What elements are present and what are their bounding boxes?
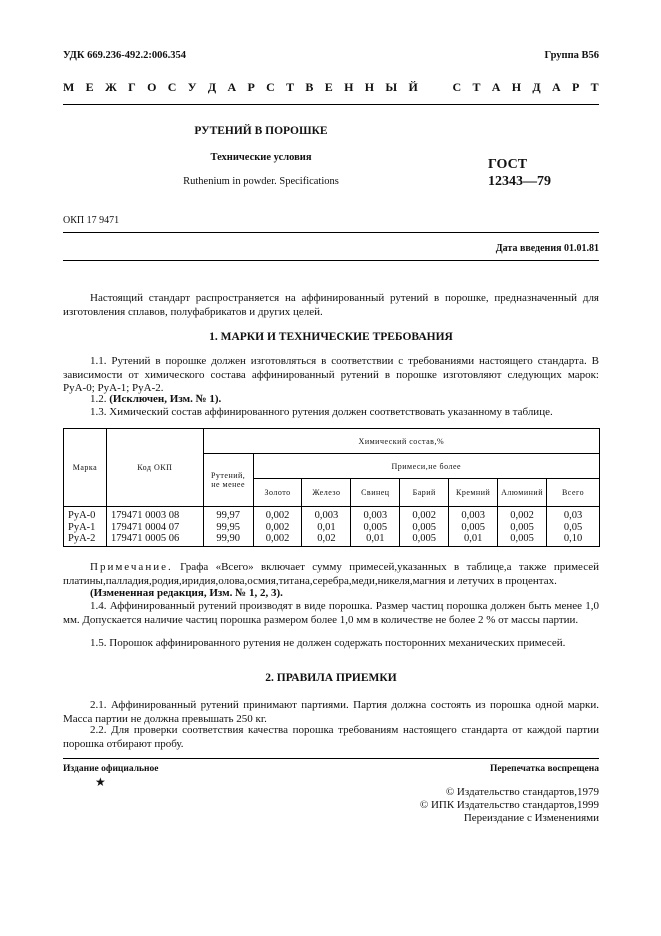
intro-date-value: 01.01.81 [564,243,599,254]
gost-designation [488,156,578,190]
cell-ruthenium: 99,90 [216,533,240,544]
banner-letter: Г [128,80,136,94]
banner-letter: Т [472,80,481,94]
header-impurities: Примеси,не более [253,454,599,479]
cell-mark: РуА-1 [68,521,96,533]
section-1-heading: 1. МАРКИ И ТЕХНИЧЕСКИЕ ТРЕБОВАНИЯ [209,331,453,343]
table-body [64,507,600,547]
footer-rule [63,758,599,759]
para-1-2-number: 1.2. [90,393,107,405]
okp-code: ОКП 17 9471 [63,215,120,226]
header-mark: Марка [64,429,107,507]
banner-letter: Т [286,80,295,94]
cell-impurity: 0,005 [412,533,437,544]
publisher-1979: © Издательство стандартов,1979 [445,786,599,798]
chemical-composition-table [63,428,600,547]
cell-impurity: 0,005 [461,521,485,533]
gost-number: 12343—79 [488,174,551,189]
cell-impurity: 0,05 [563,521,583,533]
banner-letter: Е [324,80,333,94]
banner-letter: С [452,80,462,94]
okp-rule [63,232,599,233]
cell-okp: 179471 0003 08 [110,510,180,521]
publisher-1999: © ИПК Издательство стандартов,1999 [419,799,599,811]
banner-letter: Ы [385,80,398,94]
table-note [63,561,599,588]
cell-impurity: 0,002 [265,510,290,521]
banner-letter: Т [590,80,599,94]
cell-impurity: 0,003 [363,510,388,521]
star-icon: ★ [95,775,106,789]
banner-letter: С [167,80,177,94]
reissue-note: Переиздание с Изменениями [463,812,599,824]
banner-letter: Р [247,80,255,94]
para-1-1: 1.1. Рутений в порошке должен изготовляться в соответствии с требованиями настоящего стандарта. В зависимости от химического состава аффинированный рутений в порошке изготовляют следующих марок: РуА-0; РуА-1; РуА-2. [63,355,599,394]
cell-mark: РуА-2 [68,533,96,544]
para-1-3: 1.3. Химический состав аффинированного рутения должен соответствовать указанному в таблице. [90,406,553,418]
banner-letter [429,80,441,95]
para-2-1: 2.1. Аффинированный рутений принимают партиями. Партия должна состоять из порошка одной марки. Масса партии не должна превышать 250 кг. [63,699,599,725]
document-subtitle: Технические условия [210,152,312,163]
cell-impurity: 0,003 [461,510,485,521]
cell-impurity: 0,002 [510,510,534,521]
document-title: РУТЕНИЙ В ПОРОШКЕ [194,125,328,137]
cell-impurity: 0,02 [317,533,336,544]
banner-letter: Н [364,80,375,94]
banner-letter: М [63,80,75,94]
gost-label: ГОСТ [488,157,528,172]
cell-impurity: 0,002 [265,521,290,533]
cell-impurity: 0,002 [412,510,437,521]
cell-impurity: 0,10 [563,533,583,544]
header-okp: Код ОКП [106,429,203,507]
table-row [64,507,600,547]
para-1-5: 1.5. Порошок аффинированного рутения не должен содержать посторонних механических примесей. [90,637,566,649]
cell-impurity: 0,01 [317,521,336,533]
header-impurity-0: Золото [253,479,302,507]
header-ruthenium: Рутений, не менее [203,454,253,507]
banner-letter: Ж [104,80,117,94]
udk-code: УДК 669.236-492.2:006.354 [63,50,186,61]
para-1-2-text: (Исключен, Изм. № 1). [109,393,222,405]
cell-impurity: 0,01 [366,533,385,544]
banner-letter: У [187,80,197,94]
banner-letter: Р [571,80,580,94]
header-impurity-6: Всего [547,479,600,507]
para-1-2 [63,393,599,407]
header-impurity-1: Железо [302,479,351,507]
cell-mark: РуА-0 [68,510,96,521]
banner-letter: А [551,80,561,94]
date-rule [63,260,599,261]
banner-letter: Е [85,80,94,94]
note-label: Примечание. [90,561,173,573]
header-impurity-5: Алюминий [498,479,547,507]
banner-letter: О [147,80,157,94]
header-impurity-3: Барий [400,479,449,507]
header-impurity-2: Свинец [351,479,400,507]
banner-letter: С [266,80,275,94]
cell-impurity: 0,01 [463,533,483,544]
group-code: Группа В56 [544,50,599,61]
amendment-note: (Измененная редакция, Изм. № 1, 2, 3). [90,587,283,599]
cell-impurity: 0,005 [363,521,388,533]
intro-paragraph: Настоящий стандарт распространяется на аффинированный рутений в порошке, предназначенный для изготовления сплавов, полуфабрикатов и других целей. [63,292,599,318]
english-title: Ruthenium in powder. Specifications [183,176,339,187]
cell-impurity: 0,005 [510,533,534,544]
banner-letter: А [491,80,501,94]
note-text: Графа «Всего» включает сумму примесей,указанных в таблице,а также примесей платины,палладия,родия,иридия,олова,осмия,титана,серебра,меди,никеля,магния и летучих в процентах. [63,561,600,587]
banner-letter: Д [532,80,541,94]
banner-letter: Н [344,80,354,94]
cell-ruthenium: 99,97 [216,510,240,521]
cell-impurity: 0,03 [563,510,583,521]
banner-letter: В [305,80,314,94]
intro-date-label: Дата введения [495,243,562,254]
cell-impurity: 0,005 [412,521,437,533]
reprint-prohibited: Перепечатка воспрещена [489,764,599,774]
header-rule [63,104,599,105]
banner-letter: А [227,80,237,94]
header-impurity-4: Кремний [449,479,498,507]
cell-impurity: 0,005 [510,521,534,533]
header-chemical-composition: Химический состав,% [203,429,599,454]
cell-impurity: 0,002 [265,533,290,544]
cell-ruthenium: 99,95 [216,521,240,533]
section-2-heading: 2. ПРАВИЛА ПРИЕМКИ [265,672,397,684]
official-edition: Издание официальное [63,764,159,774]
cell-okp: 179471 0004 07 [110,521,180,533]
banner-letter: Й [408,80,418,94]
para-1-4: 1.4. Аффинированный рутений производят в виде порошка. Размер частиц порошка должен быть менее 1,0 мм. Допускается наличие частиц порошка размером более 1,0 мм в количестве не более 2 % от массы партии. [63,600,599,626]
intro-date [496,243,599,254]
para-2-2: 2.2. Для проверки соответствия качества порошка требованиям настоящего стандарта от каждой партии порошка отбирают пробу. [63,724,599,750]
cell-impurity: 0,003 [314,510,339,521]
interstate-standard-banner [63,80,599,95]
banner-letter: Д [207,80,217,94]
banner-letter: Н [511,80,522,94]
cell-okp: 179471 0005 06 [110,533,180,544]
